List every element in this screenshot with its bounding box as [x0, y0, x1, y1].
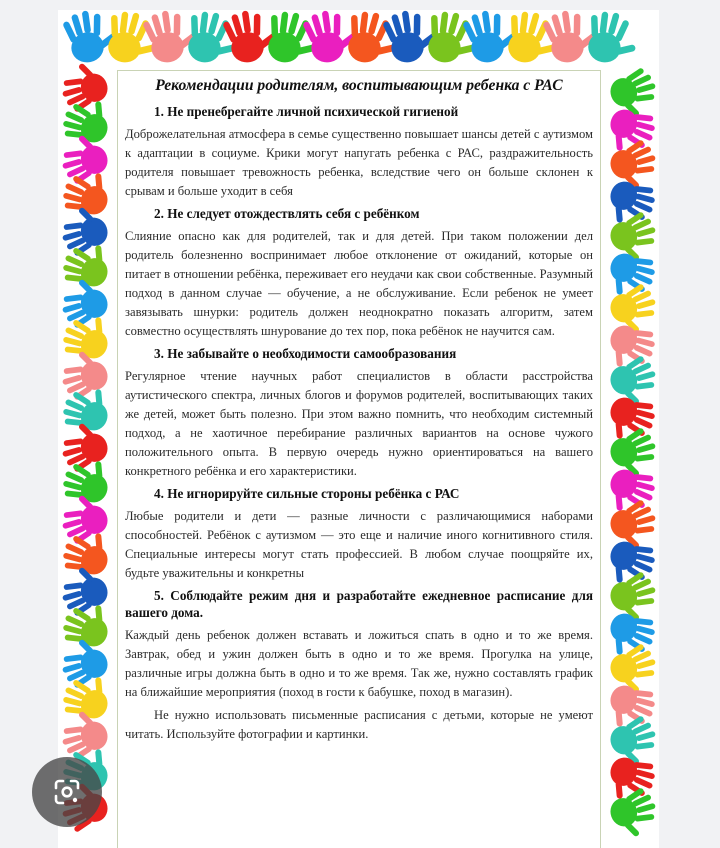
hand-icon	[58, 57, 113, 115]
section-heading: 3. Не забывайте о необходимости самообразования	[154, 346, 457, 361]
document-title: Рекомендации родителям, воспитывающим ребенка с РАС	[155, 77, 563, 94]
section-paragraph: Слияние опасно как для родителей, так и для детей. При таком положении дел родитель болезненно воспринимает любое отклонение от ожиданий, которые он питает в отношении ребёнка, переживает его неудачи как свои собственные. Разумный подход в данном случае — обучение, а не обслуживание. Если ребенок не умеет завязывать шнурки: родитель должен неоднократно показать алгоритм, затем совместно осуществлять шнурование до тех пор, пока ребёнок не научится сам.	[125, 229, 593, 338]
section-3	[125, 345, 593, 481]
document-page	[58, 10, 659, 848]
section-paragraph: Каждый день ребенок должен вставать и ложиться спать в одно и то же время. Завтрак, обед и ужин должен быть в одно и то же время. Прогулка на улице, различные игры должна быть в одно и то же время. Так же, нужно составлять график на ближайшие мероприятия (поход в гости к бабушке, поход в магазин).	[125, 628, 593, 699]
hand-icon	[582, 10, 643, 69]
section-4	[125, 485, 593, 583]
google-lens-button[interactable]	[32, 757, 102, 827]
section-heading: 1. Не пренебрегайте личной психической гигиеной	[154, 104, 459, 119]
section-heading: 2. Не следует отождествлять себя с ребёнком	[154, 206, 420, 221]
section-paragraph: Не нужно использовать письменные расписания с детьми, которые не умеют читать. Используйте фотографии и картинки.	[125, 708, 593, 741]
section-2	[125, 205, 593, 341]
section-heading: 5. Соблюдайте режим дня и разработайте ежедневное расписание для вашего дома.	[125, 588, 593, 620]
google-lens-icon	[53, 778, 81, 806]
hand-icon	[605, 785, 659, 843]
section-5	[125, 587, 593, 744]
section-paragraph: Любые родители и дети — разные личности с различающимися наборами способностей. Ребёнок с аутизмом — это еще и наличие иного когнитивного стиля. Специальные интересы могут стать профессией. В любом случае поощряйте их, будьте уважительны и конкретны	[125, 509, 593, 580]
section-heading: 4. Не игнорируйте сильные стороны ребёнка с РАС	[154, 486, 460, 501]
section-paragraph: Регулярное чтение научных работ специалистов в области расстройства аутистического спектра, личных блогов и форумов родителей, воспитывающих таких же детей, может быть полезно. При этом важно помнить, что необходим системный подход, а не хаотичное перебирание различных вариантов на основе чужого положительного опыта. В первую очередь нужно ориентироваться на вашего конкретного ребёнка и его характеристики.	[125, 369, 593, 478]
document-content	[117, 70, 601, 848]
section-1	[125, 103, 593, 201]
section-paragraph: Доброжелательная атмосфера в семье существенно повышает шансы детей с аутизмом к адаптации в социуме. Крики могут напугать ребенка с РАС, раздражительность родителя повышает тревожность ребенка, вследствие чего он больше склонен к срывам и больше уходит в себя	[125, 127, 593, 198]
